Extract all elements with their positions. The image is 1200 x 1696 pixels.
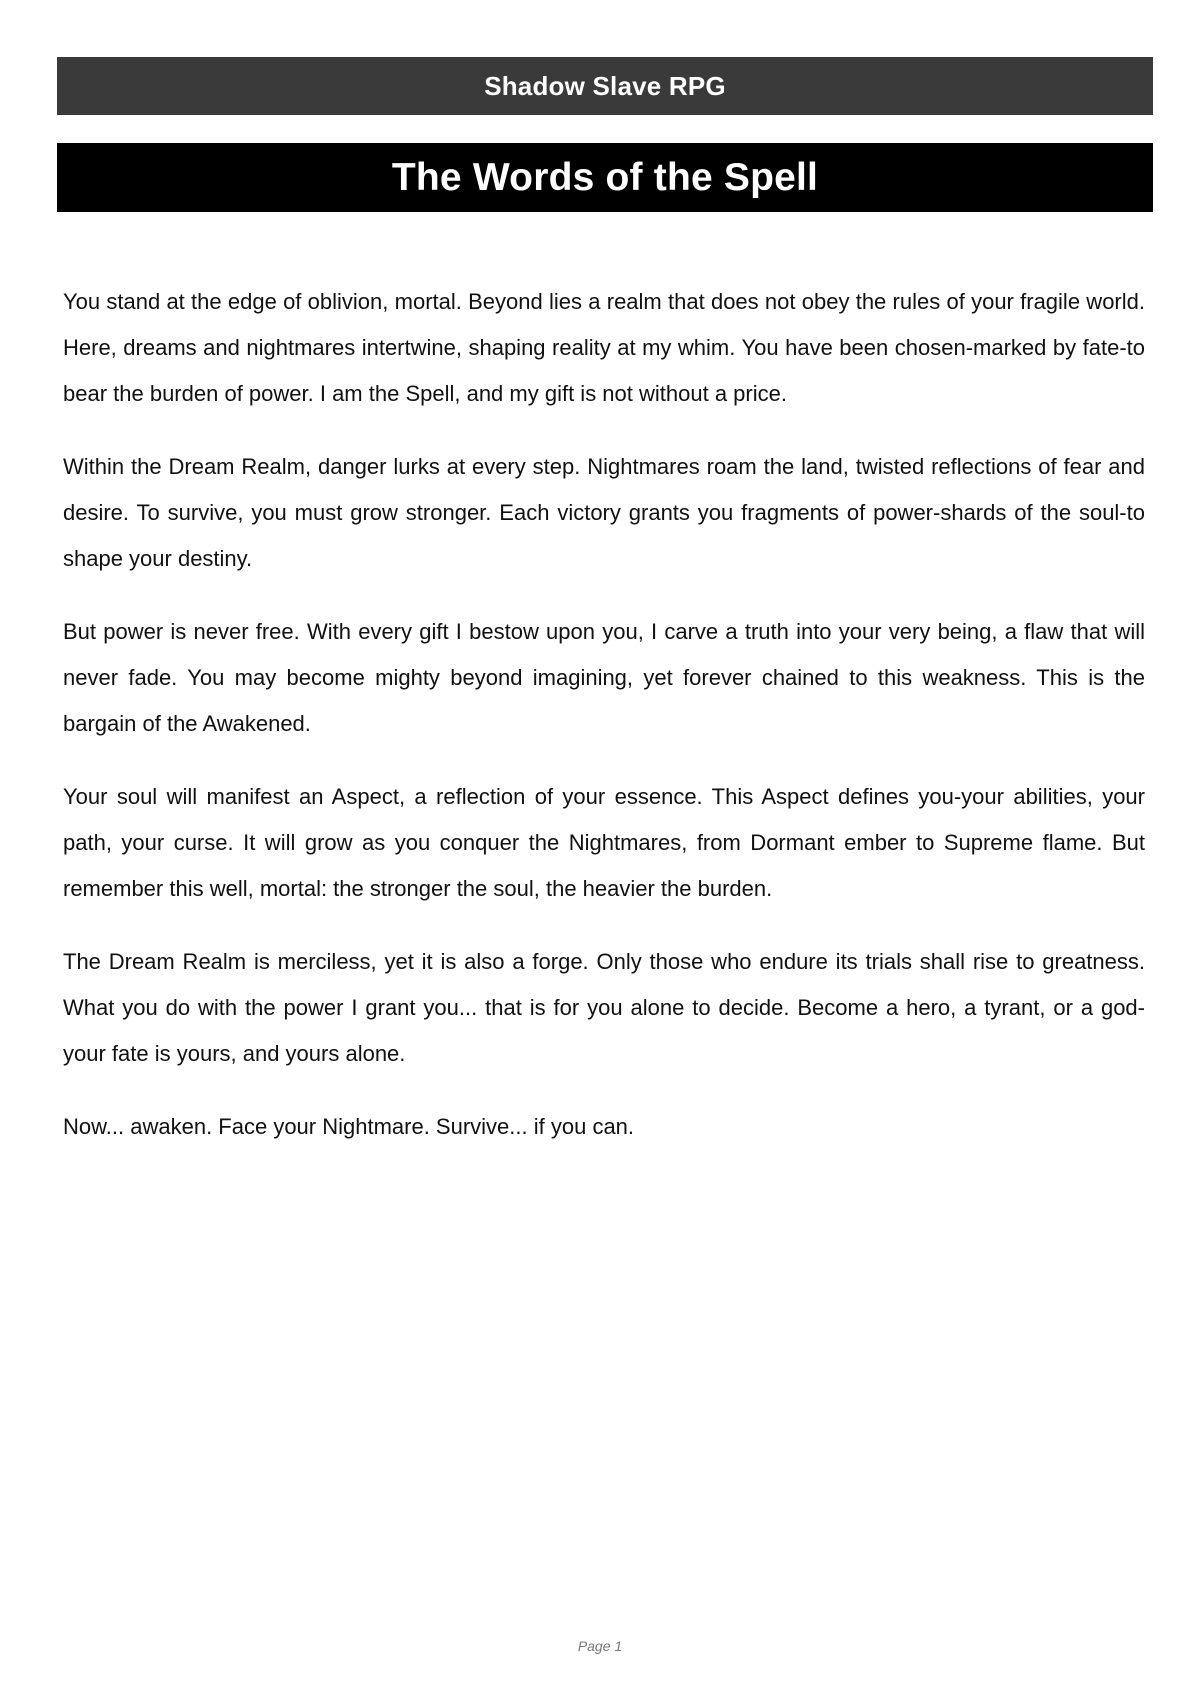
body-text — [63, 279, 1145, 1177]
paragraph-3: But power is never free. With every gift I bestow upon you, I carve a truth into your very being, a flaw that will never fade. You may become mighty beyond imagining, yet forever chained to this weakness. This is the bargain of the Awakened. — [63, 619, 1145, 736]
document-header-bar — [57, 57, 1153, 115]
page-title: The Words of the Spell — [391, 155, 819, 199]
page-title-bar — [57, 143, 1153, 212]
document-header-label: Shadow Slave RPG — [484, 70, 726, 101]
paragraph-2: Within the Dream Realm, danger lurks at every step. Nightmares roam the land, twisted reflections of fear and desire. To survive, you must grow stronger. Each victory grants you fragments of power-shards of the soul-to shape your destiny. — [63, 454, 1145, 571]
paragraph-6: Now... awaken. Face your Nightmare. Survive... if you can. — [63, 1114, 635, 1139]
paragraph-4: Your soul will manifest an Aspect, a reflection of your essence. This Aspect defines you-your abilities, your path, your curse. It will grow as you conquer the Nightmares, from Dormant ember to Supreme flame. But remember this well, mortal: the stronger the soul, the heavier the burden. — [63, 784, 1145, 901]
page-number: Page 1 — [577, 1638, 623, 1654]
paragraph-5: The Dream Realm is merciless, yet it is also a forge. Only those who endure its trials shall rise to greatness. What you do with the power I grant you... that is for you alone to decide. Become a hero, a tyrant, or a god-your fate is yours, and yours alone. — [63, 949, 1145, 1066]
paragraph-1: You stand at the edge of oblivion, mortal. Beyond lies a realm that does not obey the rules of your fragile world. Here, dreams and nightmares intertwine, shaping reality at my whim. You have been chosen-marked by fate-to bear the burden of power. I am the Spell, and my gift is not without a price. — [63, 289, 1145, 406]
